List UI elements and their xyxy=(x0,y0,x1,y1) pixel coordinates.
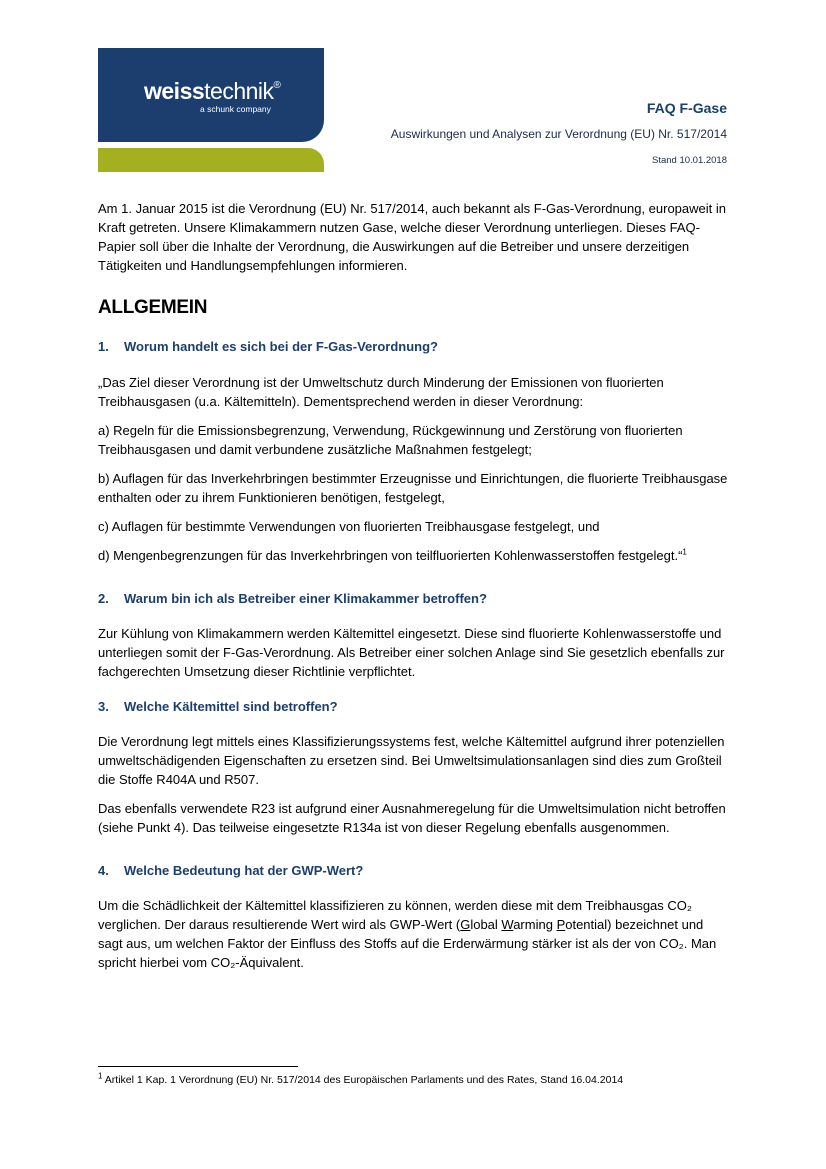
document-body xyxy=(98,199,728,972)
logo-tagline: a schunk company xyxy=(200,104,271,114)
footnote-reference: 1 xyxy=(682,547,687,557)
q3-text-2: Das ebenfalls verwendete R23 ist aufgrund einer Ausnahmeregelung für die Umweltsimulation nicht betroffen (siehe Punkt 4). Das teilweise eingesetzte R134a ist von dieser Regelung ebenfalls ausgenommen. xyxy=(98,801,726,835)
question-1-heading: 1. Worum handelt es sich bei der F-Gas-Verordnung? xyxy=(98,339,438,354)
footnote: $^1$ Artikel 1 Kap. 1 Verordnung (EU) Nr. 517/2014 des Europäischen Parlaments und des Rates, Stand 16.04.2014 xyxy=(98,1071,624,1086)
q1-item-b: b) Auflagen für das Inverkehrbringen bestimmter Erzeugnisse und Einrichtungen, die fluorierte Treibhausgase enthalten oder zu ihrem Funktionieren benötigen, festgelegt, xyxy=(98,471,728,505)
footnote-divider xyxy=(98,1066,298,1067)
q4-text: Um die Schädlichkeit der Kältemittel klassifizieren zu können, werden diese mit dem Treibhausgas CO₂ verglichen. Der daraus resultierende Wert wird als GWP-Wert (Global Warming Potential) bezeichnet und sagt aus, um welchen Faktor der Einfluss des Stoffs auf die Erderwärmung stärker ist als der von CO₂. Man spricht hierbei vom CO₂-Äquivalent. xyxy=(98,898,717,970)
q1-quote: „Das Ziel dieser Verordnung ist der Umweltschutz durch Minderung der Emissionen von fluorierten Treibhausgasen (u.a. Kältemitteln). Dementsprechend werden in dieser Verordnung: xyxy=(98,375,664,409)
q1-item-d: d) Mengenbegrenzungen für das Inverkehrbringen von teilfluorierten Kohlenwasserstoffen festgelegt.“$^1$ xyxy=(98,547,687,563)
logo-wordmark: weisstechnik® xyxy=(144,78,281,104)
intro-paragraph: Am 1. Januar 2015 ist die Verordnung (EU) Nr. 517/2014, auch bekannt als F-Gas-Verordnung, europaweit in Kraft getreten. Unsere Klimakammern nutzen Gase, welche dieser Verordnung unterliegen. Dieses FAQ-Papier soll über die Inhalte der Verordnung, die Auswirkungen auf die Betreiber und unsere derzeitigen Tätigkeiten und Handlungsempfehlungen informieren. xyxy=(98,201,726,273)
document-title: FAQ F-Gase xyxy=(646,100,727,116)
document-subtitle: Auswirkungen und Analysen zur Verordnung (EU) Nr. 517/2014 xyxy=(390,127,727,141)
q1-item-a: a) Regeln für die Emissionsbegrenzung, Verwendung, Rückgewinnung und Zerstörung von fluorierten Treibhausgasen und damit verbundene zusätzliche Maßnahmen festgelegt; xyxy=(98,423,683,457)
q2-text: Zur Kühlung von Klimakammern werden Kältemittel eingesetzt. Diese sind fluorierte Kohlenwasserstoffe und unterliegen somit der F-Gas-Verordnung. Als Betreiber einer solchen Anlage sind Sie gesetzlich ebenfalls zur fachgerechten Umsetzung dieser Richtlinie verpflichtet. xyxy=(98,626,725,679)
q3-text-1: Die Verordnung legt mittels eines Klassifizierungssystems fest, welche Kältemittel aufgrund ihrer potenziellen umweltschädigenden Eigenschaften zu ersetzen sind. Bei Umweltsimulationsanlagen sind dies zum Großteil die Stoffe R404A und R507. xyxy=(98,734,725,787)
section-heading: ALLGEMEIN xyxy=(98,297,208,318)
question-4-heading: 4. Welche Bedeutung hat der GWP-Wert? xyxy=(98,863,364,878)
question-2-heading: 2. Warum bin ich als Betreiber einer Klimakammer betroffen? xyxy=(98,591,487,606)
logo-green-bar xyxy=(98,148,324,172)
q1-item-c: c) Auflagen für bestimmte Verwendungen von fluorierten Treibhausgase festgelegt, und xyxy=(98,519,600,534)
question-3-heading: 3. Welche Kältemittel sind betroffen? xyxy=(98,699,338,714)
document-date: Stand 10.01.2018 xyxy=(651,155,727,166)
company-logo xyxy=(98,48,324,172)
